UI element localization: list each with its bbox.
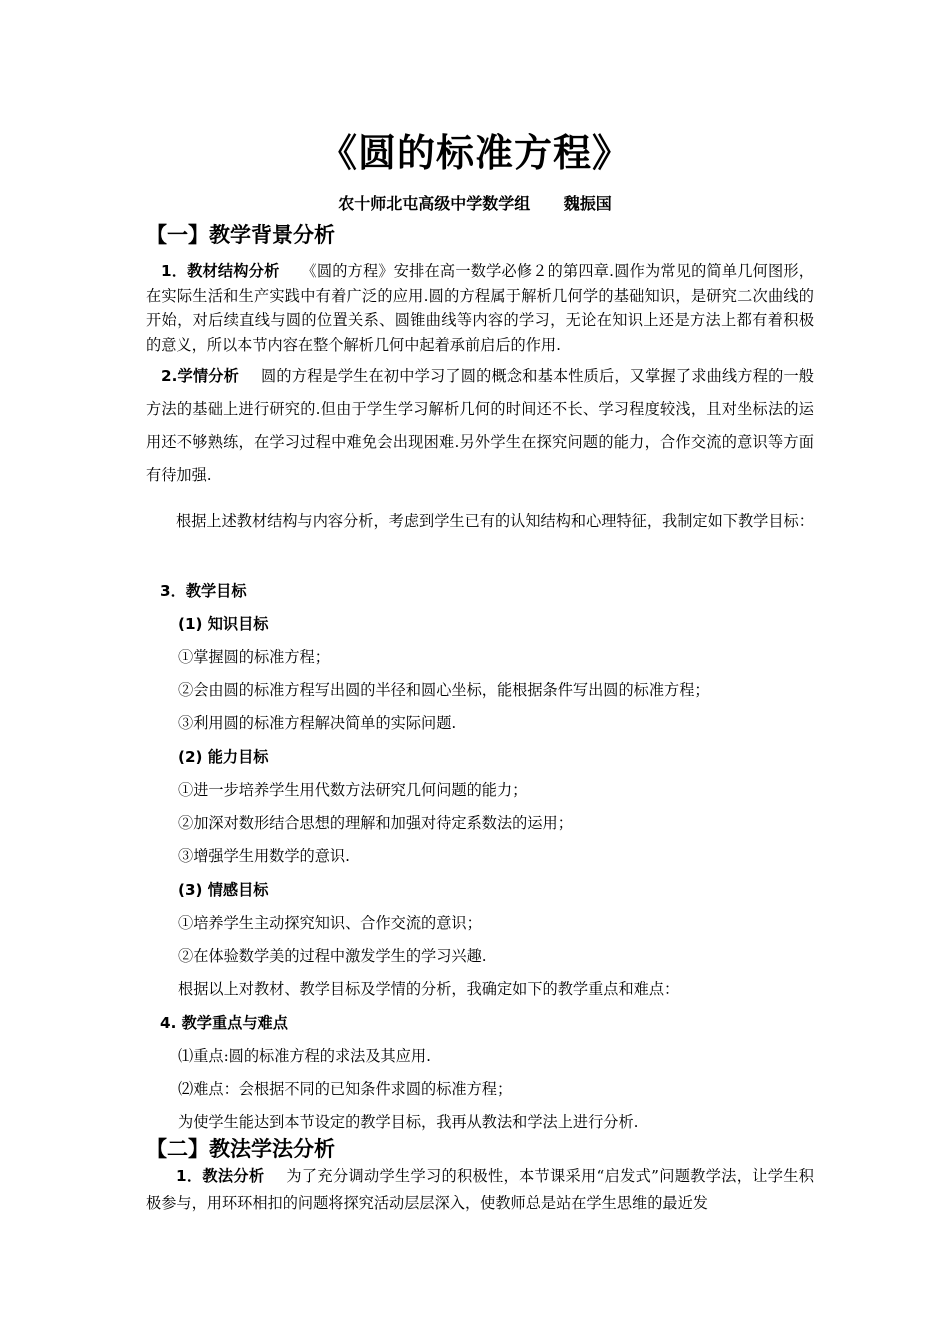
ability-goal-item: ③增强学生用数学的意识. bbox=[178, 847, 350, 865]
paragraph-teaching-method bbox=[146, 1163, 814, 1217]
emotion-goal-item: ②在体验数学美的过程中激发学生的学习兴趣. bbox=[178, 947, 487, 965]
text-student-analysis: 圆的方程是学生在初中学习了圆的概念和基本性质后，又掌握了求曲线方程的一般方法的基础上进行研究的.但由于学生学习解析几何的时间还不长、学习程度较浅，且对坐标法的运用还不够熟练，在学习过程中难免会出现困难.另外学生在探究问题的能力，合作交流的意识等方面有待加强. bbox=[146, 367, 814, 484]
paragraph-key-intro: 根据以上对教材、教学目标及学情的分析，我确定如下的教学重点和难点： bbox=[178, 980, 680, 998]
section-heading-background: 【一】教学背景分析 bbox=[146, 223, 335, 247]
section-heading-methods: 【二】教法学法分析 bbox=[146, 1137, 335, 1161]
label-teaching-method: 1．教法分析 bbox=[176, 1167, 265, 1185]
label-textbook-analysis: 1．教材结构分析 bbox=[161, 262, 280, 280]
emotion-goals-heading: (3) 情感目标 bbox=[178, 881, 269, 899]
ability-goals-heading: (2) 能力目标 bbox=[178, 748, 269, 766]
author-line: 农十师北屯高级中学数学组 魏振国 bbox=[338, 194, 612, 213]
paragraph-transition: 为使学生能达到本节设定的教学目标，我再从教法和学法上进行分析. bbox=[178, 1113, 639, 1131]
knowledge-goal-item: ③利用圆的标准方程解决简单的实际问题. bbox=[178, 714, 457, 732]
key-point-item: ⑵难点：会根据不同的已知条件求圆的标准方程； bbox=[178, 1080, 513, 1098]
knowledge-goal-item: ②会由圆的标准方程写出圆的半径和圆心坐标，能根据条件写出圆的标准方程； bbox=[178, 681, 710, 699]
document-title: 《圆的标准方程》 bbox=[318, 131, 631, 175]
ability-goal-item: ①进一步培养学生用代数方法研究几何问题的能力； bbox=[178, 781, 528, 799]
key-points-heading: 4. 教学重点与难点 bbox=[160, 1014, 288, 1032]
knowledge-goal-item: ①掌握圆的标准方程； bbox=[178, 648, 330, 666]
key-point-item: ⑴重点:圆的标准方程的求法及其应用. bbox=[178, 1047, 431, 1065]
paragraph-textbook-analysis bbox=[146, 259, 814, 357]
ability-goal-item: ②加深对数形结合思想的理解和加强对待定系数法的运用； bbox=[178, 814, 573, 832]
text-teaching-method: 为了充分调动学生学习的积极性，本节课采用“启发式”问题教学法，让学生积极参与，用环环相扣的问题将探究活动层层深入，使教师总是站在学生思维的最近发 bbox=[146, 1167, 814, 1212]
emotion-goal-item: ①培养学生主动探究知识、合作交流的意识； bbox=[178, 914, 482, 932]
paragraph-student-analysis bbox=[146, 360, 814, 492]
goals-heading: 3．教学目标 bbox=[160, 582, 247, 600]
paragraph-goals-intro: 根据上述教材结构与内容分析，考虑到学生已有的认知结构和心理特征，我制定如下教学目标： bbox=[176, 512, 814, 530]
knowledge-goals-heading: (1) 知识目标 bbox=[178, 615, 269, 633]
label-student-analysis: 2.学情分析 bbox=[161, 367, 239, 385]
text-textbook-analysis: 《圆的方程》安排在高一数学必修２的第四章.圆作为常见的简单几何图形，在实际生活和生产实践中有着广泛的应用.圆的方程属于解析几何学的基础知识，是研究二次曲线的开始，对后续直线与圆的位置关系、圆锥曲线等内容的学习，无论在知识上还是方法上都有着积极的意义，所以本节内容在整个解析几何中起着承前启后的作用. bbox=[146, 262, 814, 354]
